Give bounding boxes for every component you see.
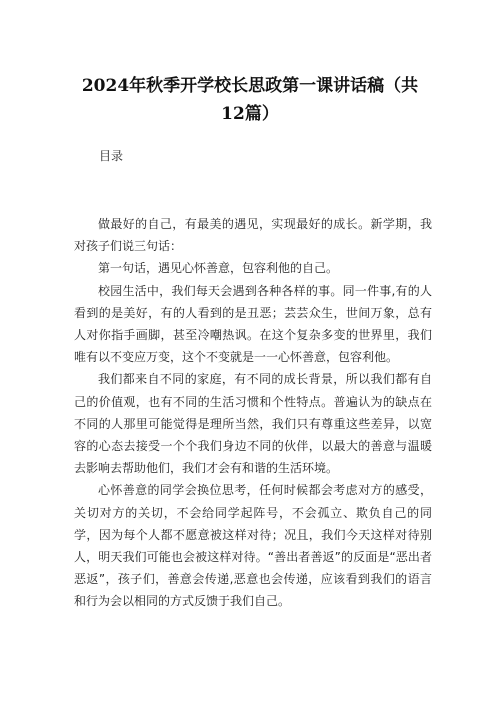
- table-of-contents-label: 目录: [99, 149, 124, 163]
- paragraph: 做最好的自己，有最美的遇见，实现最好的成长。新学期，我对孩子们说三句话：: [74, 217, 432, 254]
- document-body: [74, 213, 432, 613]
- paragraph: 心怀善意的同学会换位思考，任何时候都会考虑对方的感受，关切对方的关切，不会给同学起阵号，不会孤立、欺负自己的同学，因为每个人都不愿意被这样对待；况且，我们今天这样对待别人，明天我们可能也会被这样对待。“善出者善返”的反面是“恶出者恶返”，孩子们，善意会传递,恶意也会传递，应该看到我们的语言和行为会以相同的方式反馈于我们自己。: [74, 483, 432, 609]
- paragraph: 校园生活中，我们每天会遇到各种各样的事。同一件事,有的人看到的是美好，有的人看到的是丑恶；芸芸众生，世间万象，总有人对你指手画脚，甚至冷嘲热讽。在这个复杂多变的世界里，我们唯有以不变应万变，这个不变就是一一心怀善意，包容利他。: [74, 283, 432, 365]
- document-title: 2024年秋季开学校长思政第一课讲话稿（共12篇）: [81, 76, 419, 124]
- paragraph: 第一句话，遇见心怀善意，包容利他的自己。: [98, 261, 339, 276]
- paragraph: 我们都来自不同的家庭，有不同的成长背景，所以我们都有自己的价值观，也有不同的生活习惯和个性特点。普遍认为的缺点在不同的人那里可能觉得是理所当然，我们只有尊重这些差异，以宽容的心态去接受一个个我们身边不同的伙伴，以最大的善意与温暖去影响去帮助他们，我们才会有和谐的生活环境。: [74, 372, 432, 476]
